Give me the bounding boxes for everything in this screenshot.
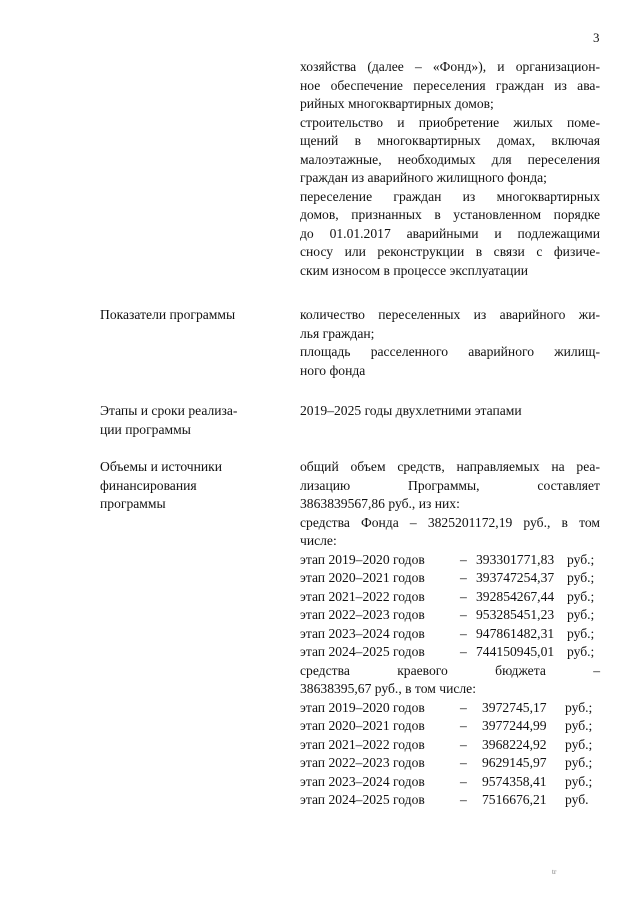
stage-dash: – [460,792,467,807]
text-line: переселение граждан из многоквартирных [300,188,600,204]
stage-amount: 744150945,01 [476,644,555,659]
indicators-label: Показатели программы [100,307,236,322]
regional-stage-row [300,773,600,792]
indicators-value [300,306,600,380]
text-line: средства краевого бюджета – [300,662,600,678]
stage-currency: руб.; [565,736,593,752]
stage-period: этап 2022–2023 годов [300,607,425,622]
fund-stage-row [300,569,600,588]
text-line: финансирования [100,477,197,493]
stage-amount: 953285451,23 [476,607,555,622]
stage-period: этап 2023–2024 годов [300,773,425,789]
stage-dash: – [460,755,467,770]
text-line: малоэтажные, необходимых для переселения [300,151,600,167]
regional-stage-row [300,717,600,736]
stage-currency: руб.; [567,625,595,641]
stage-dash: – [460,644,467,659]
text-line: количество переселенных из аварийного жи- [300,307,600,322]
stage-period: этап 2024–2025 годов [300,792,425,807]
text-line: строительство и приобретение жилых поме- [300,114,600,130]
regional-stage-row [300,754,600,773]
fund-stage-row [300,625,600,644]
scan-mark: tr [552,868,557,876]
stage-amount: 3977244,99 [482,718,547,733]
text-line: ное обеспечение переселения граждан из ава- [300,77,600,93]
text-line: лизацию Программы, составляет [300,477,600,493]
regional-stage-row [300,736,600,755]
stage-dash: – [460,551,467,567]
stage-dash: – [460,607,467,622]
stage-dash: – [460,718,467,733]
text-line: числе: [300,533,337,548]
text-line: общий объем средств, направляемых на реа- [300,459,600,474]
stage-period: этап 2020–2021 годов [300,718,425,733]
fund-stage-row [300,551,600,570]
text-line: программы [100,496,166,511]
stage-period: этап 2019–2020 годов [300,551,425,567]
stage-dash: – [460,570,467,585]
text-line: Объемы и источники [100,459,223,474]
stage-currency: руб.; [565,718,593,733]
stage-period: этап 2022–2023 годов [300,755,425,770]
stage-currency: руб.; [565,755,593,770]
stage-period: этап 2024–2025 годов [300,644,425,659]
fund-stage-row [300,606,600,625]
stage-amount: 3968224,92 [482,736,547,752]
financing-label [100,458,222,514]
text-line: домов, признанных в установленном порядке [300,207,600,222]
text-line: до 01.01.2017 аварийными и подлежащими [300,225,600,241]
stage-currency: руб.; [567,570,595,585]
text-line: щений в многоквартирных домах, включая [300,133,600,148]
financing-value [300,458,600,810]
stages-label [100,402,237,439]
stage-period: этап 2019–2020 годов [300,699,425,715]
text-line: хозяйства (далее – «Фонд»), и организацион- [300,59,600,74]
stages-value [300,402,600,421]
stage-currency: руб.; [565,699,593,715]
program-tasks-block [300,58,600,280]
stage-currency: руб.; [567,588,595,604]
fund-stage-row [300,588,600,607]
stage-currency: руб.; [567,607,595,622]
stage-amount: 9629145,97 [482,755,547,770]
stage-amount: 3972745,17 [482,699,547,715]
stage-dash: – [460,699,467,715]
text-line: ции программы [100,421,191,437]
page-number: 3 [593,30,600,45]
stage-currency: руб. [565,792,589,807]
text-line: Этапы и сроки реализа- [100,403,238,418]
text-line: ским износом в процессе эксплуатации [300,262,528,278]
stage-amount: 7516676,21 [482,792,547,807]
text-line: ного фонда [300,362,366,378]
fund-stage-row [300,643,600,662]
text-line: площадь расселенного аварийного жилищ- [300,344,600,359]
stage-currency: руб.; [565,773,593,789]
stage-dash: – [460,625,467,641]
text-line: граждан из аварийного жилищного фонда; [300,170,547,185]
stage-dash: – [460,588,467,604]
stage-amount: 393301771,83 [476,551,555,567]
regional-stage-row [300,699,600,718]
stage-period: этап 2023–2024 годов [300,625,425,641]
text-line: 38638395,67 руб., в том числе: [300,681,476,696]
stage-amount: 947861482,31 [476,625,555,641]
stage-amount: 9574358,41 [482,773,547,789]
text-line: 2019–2025 годы двухлетними этапами [300,403,522,418]
stage-period: этап 2020–2021 годов [300,570,425,585]
stage-amount: 392854267,44 [476,588,555,604]
text-line: 3863839567,86 руб., из них: [300,496,460,511]
stage-dash: – [460,736,467,752]
stage-period: этап 2021–2022 годов [300,588,425,604]
stage-currency: руб.; [567,551,595,567]
text-line: средства Фонда – 3825201172,19 руб., в том [300,514,600,530]
text-line: сносу или реконструкции в связи с физиче- [300,244,600,259]
text-line: лья граждан; [300,325,375,341]
stage-amount: 393747254,37 [476,570,555,585]
text-line: рийных многоквартирных домов; [300,96,494,111]
stage-period: этап 2021–2022 годов [300,736,425,752]
stage-currency: руб.; [567,644,595,659]
stage-dash: – [460,773,467,789]
regional-stage-row [300,791,600,810]
